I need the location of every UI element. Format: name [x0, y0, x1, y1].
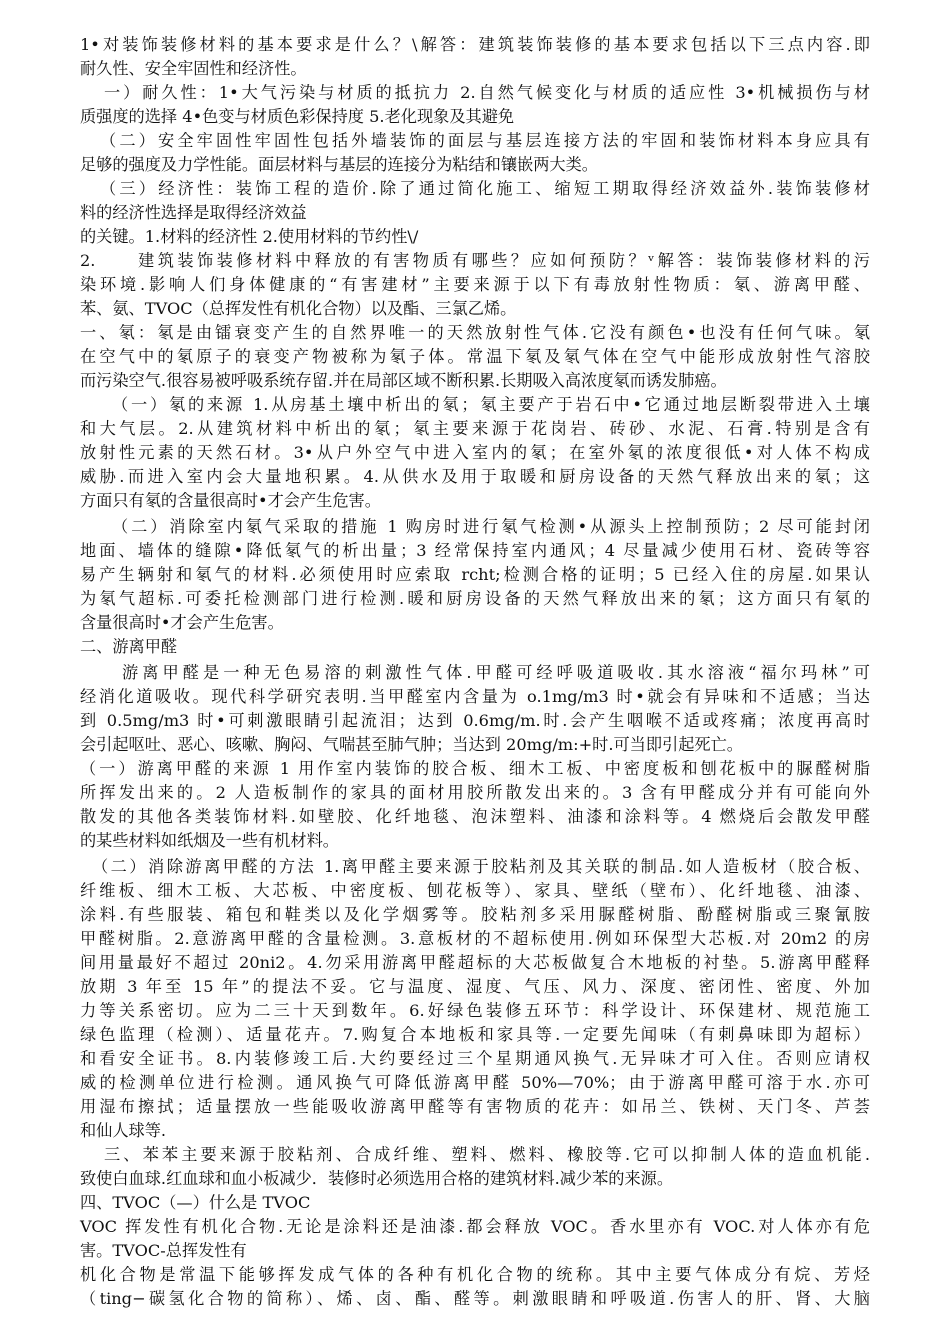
text-line: 会引起呕吐、恶心、咳嗽、胸闷、气喘甚至肺气肿；当达到 20mg/m:+时.可当即引起死亡。: [80, 735, 743, 754]
text-line: 一、氡：氡是由镭衰变产生的自然界唯一的天然放射性气体.它没有颜色•也没有任何气味。氡: [80, 323, 870, 342]
text-line: 含量很高时•才会产生危害。: [80, 613, 284, 632]
text-line: 耐久性、安全牢固性和经济性。: [80, 59, 307, 78]
text-line: 方面只有氡的含量很高时•才会产生危害。: [80, 491, 381, 510]
text-line: 涂料.有些服装、箱包和鞋类以及化学烟雾等。胶粘剂多采用脲醛树脂、酚醛树脂或三聚氰胺: [80, 905, 870, 924]
text-line: 二、游离甲醛: [80, 637, 178, 656]
text-line: 足够的强度及力学性能。面层材料与基层的连接分为粘结和镶嵌两大类。: [80, 155, 598, 174]
text-line: 染环境.影响人们身体健康的“有害建材”主要来源于以下有毒放射性物质：氡、游离甲醛、: [80, 275, 870, 294]
text-line: 威的检测单位进行检测。通风换气可降低游离甲醛 50%—70%；由于游离甲醛可溶于水.亦可: [80, 1073, 870, 1092]
text-line: 一）耐久性：1•大气污染与材质的抵抗力 2.自然气候变化与材质的适应性 3•机械损伤与材: [104, 83, 870, 102]
text-line: 的关键。1.材料的经济性 2.使用材料的节约性\/: [80, 227, 419, 246]
text-line: 1•对装饰装修材料的基本要求是什么？\解答：建筑装饰装修的基本要求包括以下三点内容.即: [80, 35, 870, 54]
text-line: 散发的其他各类装饰材料.如壁胶、化纤地毯、泡沫塑料、油漆和涂料等。4 燃烧后会散发甲醛: [80, 807, 870, 826]
text-line: 地面、墙体的缝隙•降低氡气的析出量；3 经常保持室内通风；4 尽量减少使用石材、瓷砖等容: [80, 541, 870, 560]
text-line: （二）消除室内氡气采取的措施 1 购房时进行氡气检测•从源头上控制预防；2 尽可能封闭: [112, 517, 870, 536]
text-line: （三）经济性：装饰工程的造价.除了通过简化施工、缩短工期取得经济效益外.装饰装修材: [100, 179, 870, 198]
text-line: 到 0.5mg/m3 时•可刺激眼睛引起流泪；达到 0.6mg/m.时.会产生咽喉不适或疼痛；浓度再高时: [80, 711, 870, 730]
text-line: 力等关系密切。应为二三十天到数年。6.好绿色装修五环节：科学设计、环保建材、规范施工: [80, 1001, 870, 1020]
text-line: 和仙人球等.: [80, 1121, 167, 1140]
text-line: 用湿布擦拭；适量摆放一些能吸收游离甲醛等有害物质的花卉：如吊兰、铁树、天门冬、芦荟: [80, 1097, 870, 1116]
text-line: （ting−碳氢化合物的简称）、烯、卤、酯、醛等。刺激眼睛和呼吸道.伤害人的肝、肾、大脑: [80, 1289, 870, 1308]
text-line: 易产生辆射和氡气的材料.必须使用时应索取 rcht;检测合格的证明；5 已经入住的房屋.如果认: [80, 565, 870, 584]
text-line: 三、苯苯主要来源于胶粘剂、合成纤维、塑料、燃料、橡胶等.它可以抑制人体的造血机能.: [104, 1145, 870, 1164]
text-line: 质强度的选择 4•色变与材质色彩保持度 5.老化现象及其避免: [80, 107, 515, 126]
text-line: 而污染空气.很容易被呼吸系统存留.并在局部区域不断积累.长期吸入高浓度氡而诱发肺癌。: [80, 371, 727, 390]
text-line: 游离甲醛是一种无色易溶的刺激性气体.甲醛可经呼吸道吸收.其水溶液“福尔玛林”可: [122, 663, 870, 682]
text-line: 2. 建筑装饰装修材料中释放的有害物质有哪些？应如何预防？ᵛ解答：装饰装修材料的污: [80, 251, 870, 270]
text-line: 致使白血球.红血球和血小板减少．装修时必须选用合格的建筑材料.减少苯的来源。: [80, 1169, 674, 1188]
text-line: 威胁.而进入室内会大量地积累。4.从供水及用于取暖和厨房设备的天然气释放出来的氡；这: [80, 467, 870, 486]
text-line: VOC 挥发性有机化合物.无论是涂料还是油漆.都会释放 VOC。香水里亦有 VOC.对人体亦有危: [80, 1217, 870, 1236]
text-line: 放射性元素的天然石材。3•从户外空气中进入室内的氡；在室外氡的浓度很低•对人体不构成: [80, 443, 870, 462]
text-line: 放期 3 年至 15 年”的提法不妥。它与温度、湿度、气压、风力、深度、密闭性、密度、外加: [80, 977, 870, 996]
text-line: （一）游离甲醛的来源 1 用作室内装饰的胶合板、细木工板、中密度板和刨花板中的脲醛树脂: [80, 759, 870, 778]
text-line: 间用量最好不超过 20ni2。4.勿采用游离甲醛超标的大芯板做复合木地板的衬垫。5.游离甲醛释: [80, 953, 870, 972]
text-line: （二）消除游离甲醛的方法 1.离甲醛主要来源于胶粘剂及其关联的制品.如人造板材（胶合板、: [92, 857, 870, 876]
text-line: （二）安全牢固性牢固性包括外墙装饰的面层与基层连接方法的牢固和装饰材料本身应具有: [100, 131, 870, 150]
text-line: 害。TVOC-总挥发性有: [80, 1241, 247, 1260]
text-line: 和大气层。2.从建筑材料中析出的氡；氡主要来源于花岗岩、砖砂、水泥、石膏.特别是含有: [80, 419, 870, 438]
text-line: 和看安全证书。8.内装修竣工后.大约要经过三个星期通风换气.无异味才可入住。否则应请权: [80, 1049, 870, 1068]
text-line: 四、TVOC（—）什么是 TVOC: [80, 1193, 311, 1212]
text-line: （一）氡的来源 1.从房基土壤中析出的氡；氡主要产于岩石中•它通过地层断裂带进入土壤: [112, 395, 870, 414]
text-line: 苯、氨、TVOC（总挥发性有机化合物）以及酯、三氯乙烯。: [80, 299, 517, 318]
text-line: 所挥发出来的。2 人造板制作的家具的面材用胶所散发出来的。3 含有甲醛成分并有可能向外: [80, 783, 870, 802]
text-line: 绿色监理（检测）、适量花卉。7.购复合本地板和家具等.一定要先闻味（有刺鼻味即为超标）: [80, 1025, 870, 1044]
text-line: 料的经济性选择是取得经济效益: [80, 203, 307, 222]
text-line: 为氡气超标.可委托检测部门进行检测.暖和厨房设备的天然气释放出来的氡；这方面只有氡的: [80, 589, 870, 608]
text-line: 甲醛树脂。2.意游离甲醛的含量检测。3.意板材的不超标使用.例如环保型大芯板.对 20m2 的房: [80, 929, 870, 948]
text-line: 纤维板、细木工板、大芯板、中密度板、刨花板等）、家具、壁纸（壁布）、化纤地毯、油漆、: [80, 881, 870, 900]
text-line: 的某些材料如纸烟及一些有机材料。: [80, 831, 339, 850]
text-line: 在空气中的氡原子的衰变产物被称为氡子体。常温下氡及氡气体在空气中能形成放射性气溶胶: [80, 347, 870, 366]
text-line: 机化合物是常温下能够挥发成气体的各种有机化合物的统称。其中主要气体成分有烷、芳烃: [80, 1265, 870, 1284]
text-line: 经消化道吸收。现代科学研究表明.当甲醛室内含量为 o.1mg/m3 时•就会有异味和不适感；当达: [80, 687, 870, 706]
